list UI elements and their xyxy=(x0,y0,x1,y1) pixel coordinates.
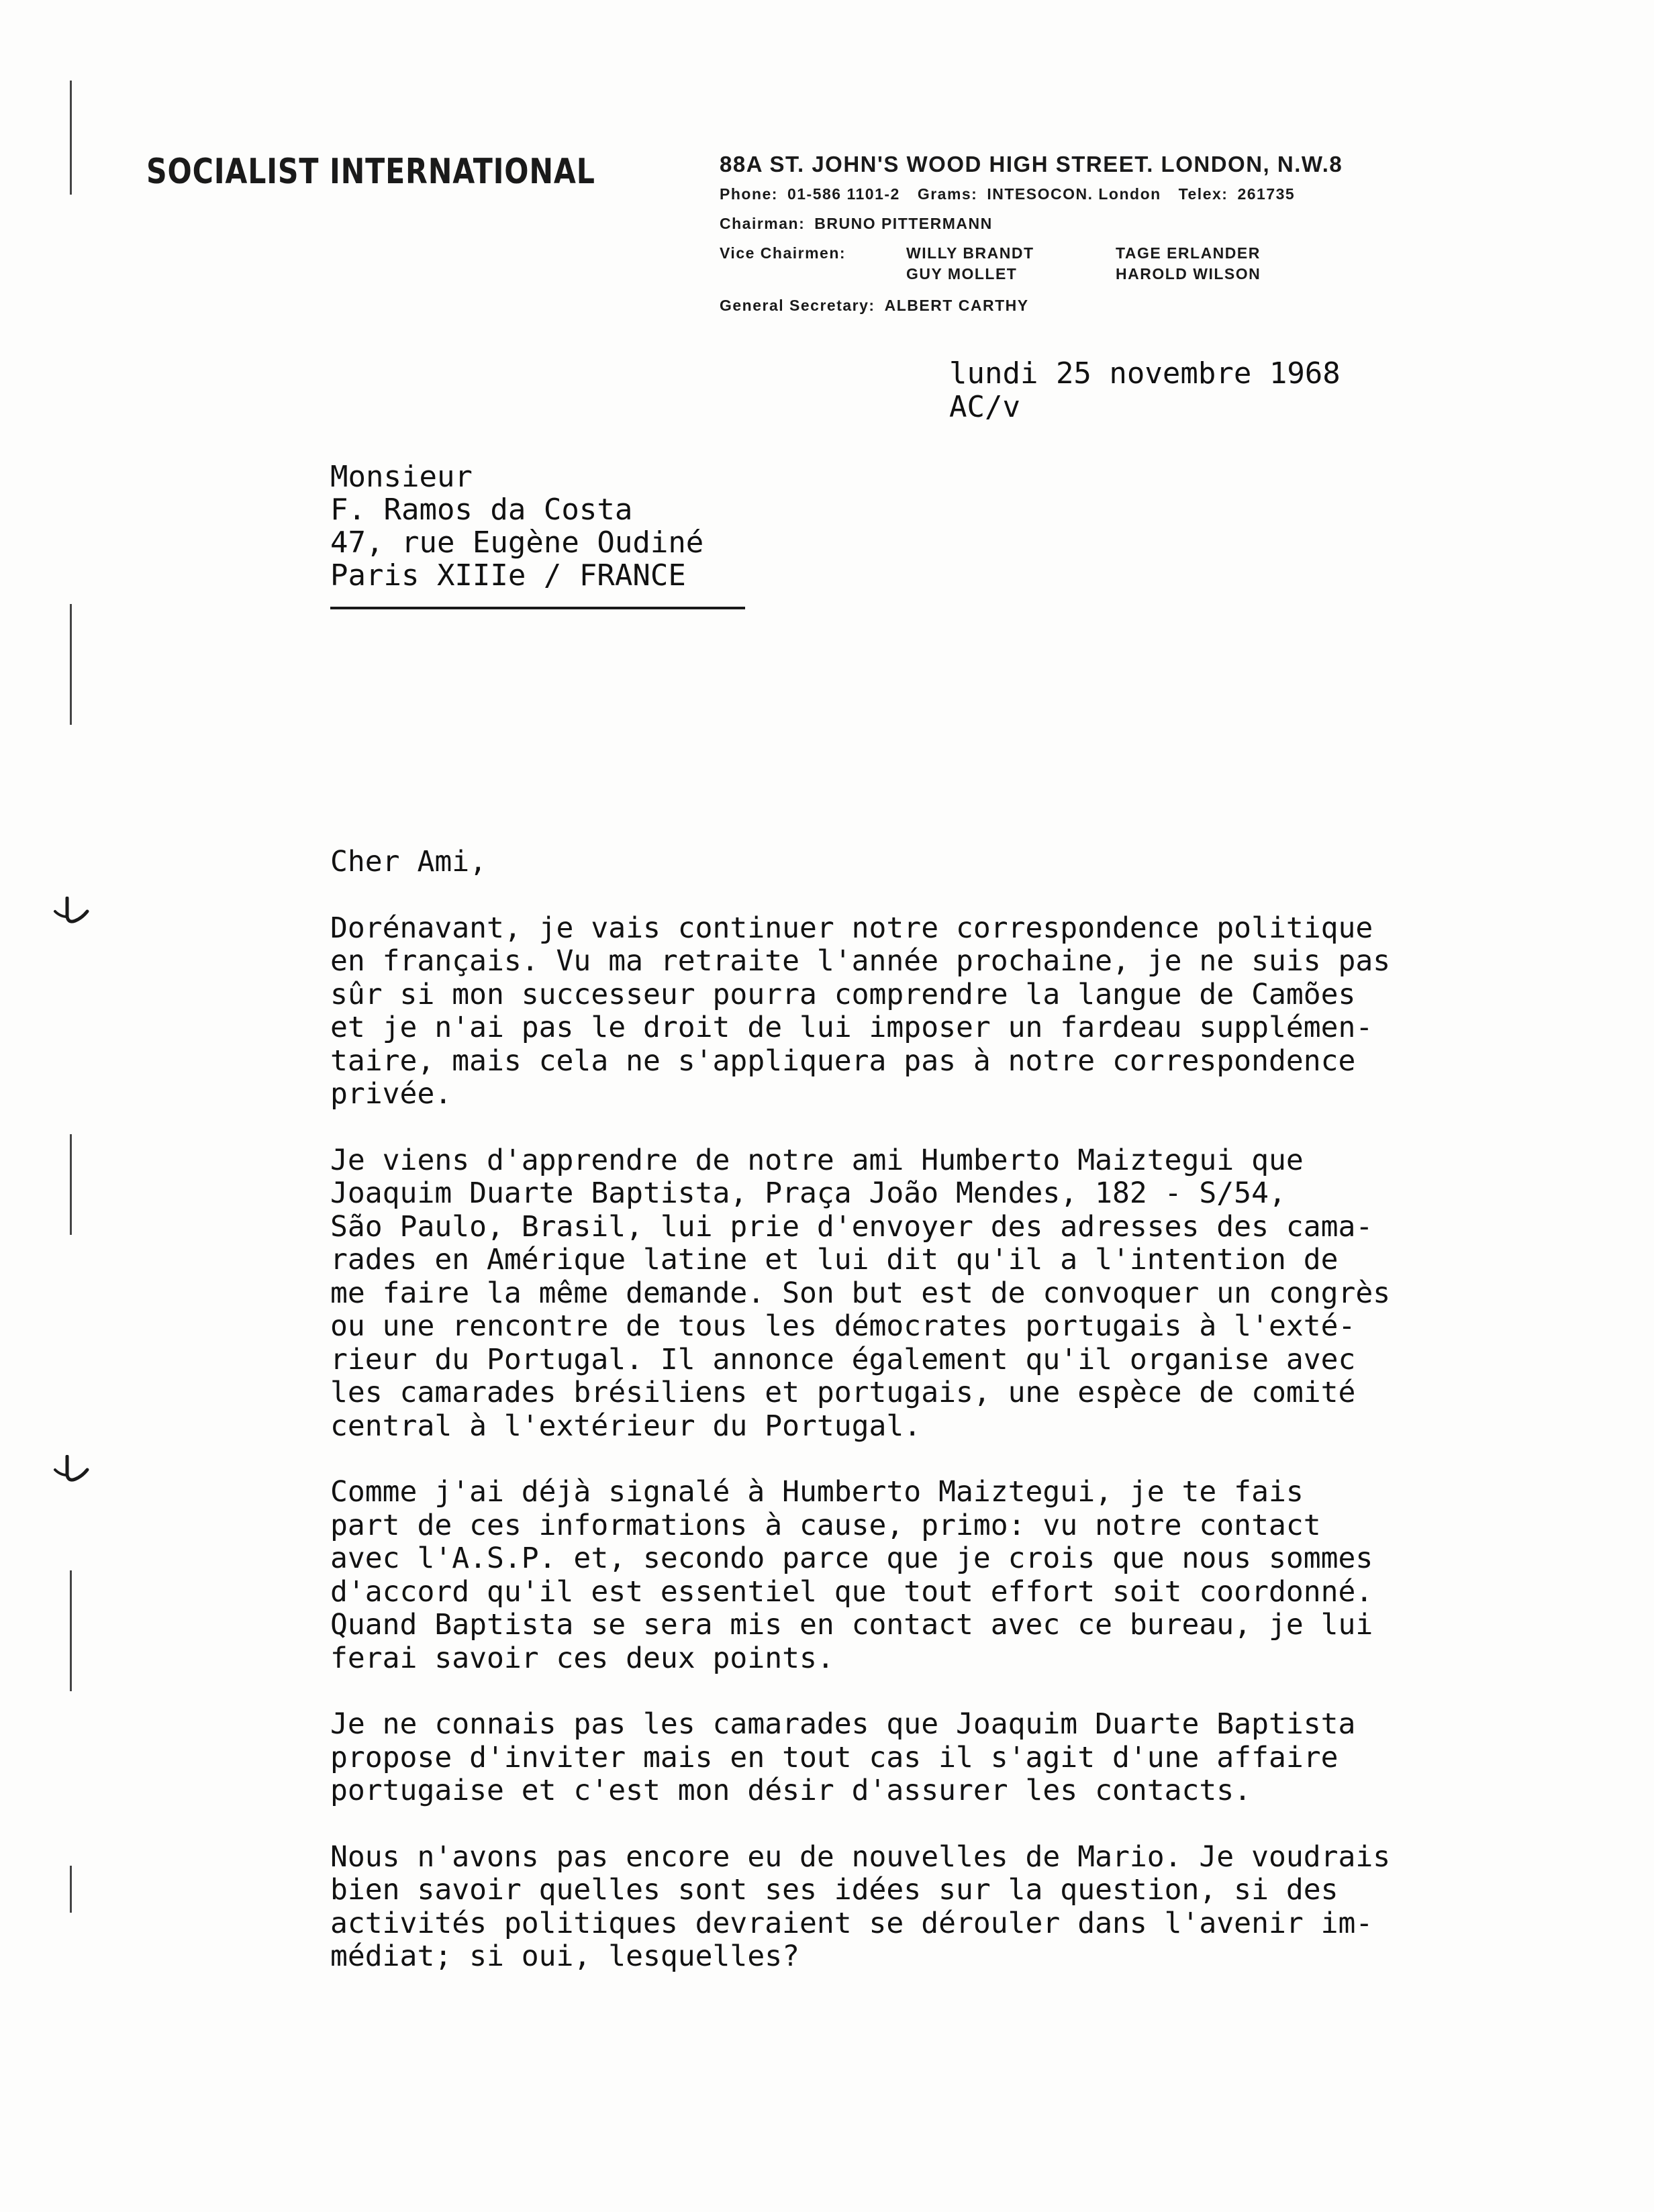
text-line: portugaise et c'est mon désir d'assurer les contacts. xyxy=(330,1774,1252,1807)
scan-margin-line xyxy=(70,1570,72,1691)
text-line: part de ces informations à cause, primo: vu notre contact xyxy=(330,1508,1321,1542)
text-line: rades en Amérique latine et lui dit qu'il a l'intention de xyxy=(330,1243,1339,1276)
text-line: rieur du Portugal. Il annonce également qu'il organise avec xyxy=(330,1342,1356,1376)
text-line: Je ne connais pas les camarades que Joaquim Duarte Baptista xyxy=(330,1707,1356,1741)
telex-number: 261735 xyxy=(1237,185,1296,203)
phone-label: Phone: xyxy=(720,185,778,203)
recipient-city: Paris XIIIe / FRANCE xyxy=(330,558,686,593)
chairman-name: BRUNO PITTERMANN xyxy=(814,215,993,232)
vice-chairmen xyxy=(720,244,1512,283)
general-secretary-name: ALBERT CARTHY xyxy=(884,297,1029,314)
recipient-underline xyxy=(330,607,745,609)
binder-hook-icon xyxy=(50,897,90,926)
phone-number: 01-586 1101-2 xyxy=(787,185,900,203)
paragraph xyxy=(330,1144,1606,1444)
scan-margin-line xyxy=(70,81,72,195)
paragraph xyxy=(330,1708,1606,1808)
organization-name: SOCIALIST INTERNATIONAL xyxy=(146,152,595,192)
text-line: Comme j'ai déjà signalé à Humberto Maiztegui, je te fais xyxy=(330,1475,1304,1509)
general-secretary-label: General Secretary: xyxy=(720,297,875,314)
vice-chairman-name: WILLY BRANDT xyxy=(906,244,1034,262)
reference-code: AC/v xyxy=(949,390,1020,424)
grams-label: Grams: xyxy=(917,185,978,203)
text-line: en français. Vu ma retraite l'année prochaine, je ne suis pas xyxy=(330,944,1391,978)
street-address: 88A ST. JOHN'S WOOD HIGH STREET. LONDON, N.W.8 xyxy=(720,152,1343,177)
letter-date: lundi 25 novembre 1968 xyxy=(949,356,1341,391)
text-line: me faire la même demande. Son but est de convoquer un congrès xyxy=(330,1276,1391,1310)
general-secretary-line xyxy=(720,297,1512,326)
text-line: bien savoir quelles sont ses idées sur la question, si des xyxy=(330,1873,1339,1907)
grams-address: INTESOCON. London xyxy=(987,185,1161,203)
text-line: São Paulo, Brasil, lui prie d'envoyer des adresses des cama- xyxy=(330,1209,1373,1244)
recipient-title: Monsieur xyxy=(330,460,473,494)
text-line: Dorénavant, je vais continuer notre correspondence politique xyxy=(330,911,1373,945)
text-line: privée. xyxy=(330,1077,452,1111)
text-line: Joaquim Duarte Baptista, Praça João Mendes, 182 - S/54, xyxy=(330,1176,1286,1210)
scan-margin-line xyxy=(70,1866,72,1913)
text-line: propose d'inviter mais en tout cas il s'agit d'une affaire xyxy=(330,1740,1339,1774)
vice-chairman-name: TAGE ERLANDER xyxy=(1116,244,1261,262)
text-line: médiat; si oui, lesquelles? xyxy=(330,1940,799,1973)
text-line: activités politiques devraient se dérouler dans l'avenir im- xyxy=(330,1906,1373,1940)
text-line: Je viens d'apprendre de notre ami Humberto Maiztegui que xyxy=(330,1143,1304,1177)
vice-chairman-name: HAROLD WILSON xyxy=(1116,265,1261,283)
text-line: avec l'A.S.P. et, secondo parce que je crois que nous sommes xyxy=(330,1542,1373,1575)
date-reference-block xyxy=(949,357,1341,424)
binder-hook-icon xyxy=(50,1455,90,1485)
chairman-line xyxy=(720,215,1512,244)
letterhead-address-block xyxy=(720,152,1512,326)
vice-chairman-name: GUY MOLLET xyxy=(906,265,1018,283)
contact-line xyxy=(720,185,1512,215)
paragraph xyxy=(330,1841,1606,1974)
text-line: et je n'ai pas le droit de lui imposer un fardeau supplémen- xyxy=(330,1011,1373,1044)
chairman-label: Chairman: xyxy=(720,215,806,232)
text-line: taire, mais cela ne s'appliquera pas à notre correspondence xyxy=(330,1044,1356,1078)
text-line: central à l'extérieur du Portugal. xyxy=(330,1409,922,1443)
paragraph xyxy=(330,912,1606,1111)
vice-chairmen-label: Vice Chairmen: xyxy=(720,244,846,262)
text-line: ou une rencontre de tous les démocrates portugais à l'exté- xyxy=(330,1309,1356,1343)
text-line: ferai savoir ces deux points. xyxy=(330,1641,834,1675)
recipient-street: 47, rue Eugène Oudiné xyxy=(330,525,704,560)
scan-margin-line xyxy=(70,1134,72,1235)
salutation: Cher Ami, xyxy=(330,845,487,878)
text-line: d'accord qu'il est essentiel que tout effort soit coordonné. xyxy=(330,1574,1373,1609)
scan-margin-line xyxy=(70,604,72,725)
text-line: Quand Baptista se sera mis en contact avec ce bureau, je lui xyxy=(330,1608,1373,1642)
recipient-name: F. Ramos da Costa xyxy=(330,493,633,527)
telex-label: Telex: xyxy=(1178,185,1228,203)
paragraph xyxy=(330,1476,1606,1675)
recipient-address xyxy=(330,460,703,592)
text-line: sûr si mon successeur pourra comprendre la langue de Camões xyxy=(330,977,1356,1011)
letter-body xyxy=(330,846,1606,2007)
text-line: les camarades brésiliens et portugais, une espèce de comité xyxy=(330,1376,1356,1409)
text-line: Nous n'avons pas encore eu de nouvelles de Mario. Je voudrais xyxy=(330,1840,1391,1874)
